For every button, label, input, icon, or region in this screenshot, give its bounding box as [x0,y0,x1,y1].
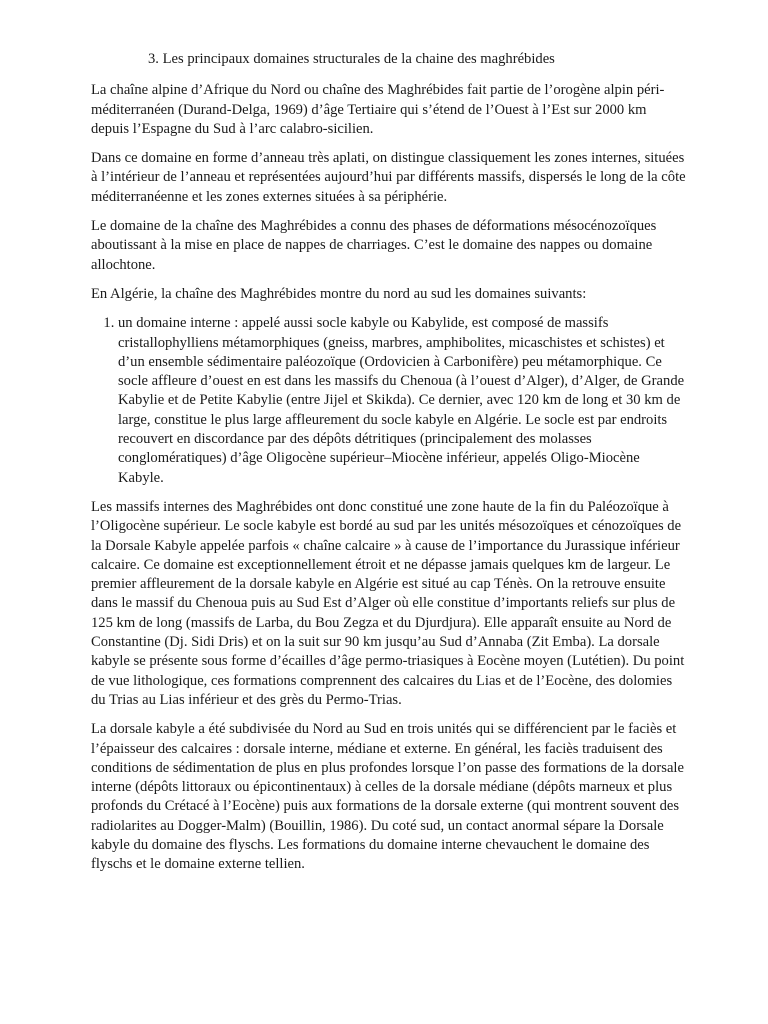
domain-list [91,314,687,488]
paragraph-massifs-internes: Les massifs internes des Maghrébides ont donc constitué une zone haute de la fin du Paléozoïque à l’Oligocène supérieur. Le socle kabyle est bordé au sud par les unités mésozoïques et cénozoïques de la Dorsale Kabyle appelée parfois « chaîne calcaire » à cause de l’importance du Jurassique inférieur calcaire. Ce domaine est exceptionnellement étroit et ne dépasse jamais quelques km de largeur. Le premier affleurement de la dorsale kabyle en Algérie est situé au cap Ténès. On la retrouve ensuite dans le massif du Chenoua puis au Sud Est d’Alger où elle constitue d’importants reliefs sur plus de 125 km de long (massifs de Larba, du Bou Zegza et du Djurdjura). Elle apparaît ensuite au Nord de Constantine (Dj. Sidi Dris) et on la suit sur 90 km jusqu’au Sud d’Annaba (Zit Emba). La dorsale kabyle se présente sous forme d’écailles d’âge permo-triasiques à Eocène moyen (Lutétien). Du point de vue lithologique, ces formations comprennent des calcaires du Lias et de l’Eocène, des dolomies du Trias au Lias inférieur et des grès du Permo-Trias. [91,498,685,708]
section-heading: 3. Les principaux domaines structurales de la chaine des maghrébides [148,51,555,67]
paragraph-intro: La chaîne alpine d’Afrique du Nord ou chaîne des Maghrébides fait partie de l’orogène alpin péri-méditerranéen (Durand-Delga, 1969) d’âge Tertiaire qui s’étend de l’Ouest à l’Est sur 2000 km depuis l’Espagne du Sud à l’arc calabro-sicilien. [91,82,665,137]
paragraph-algerie: En Algérie, la chaîne des Maghrébides montre du nord au sud les domaines suivants: [91,285,587,302]
paragraph-nappes: Le domaine de la chaîne des Maghrébides a connu des phases de déformations mésocénozoïques aboutissant à la mise en place de nappes de charriages. C’est le domaine des nappes ou domaine allochtone. [91,218,657,273]
document-body [91,50,687,885]
paragraph-dorsale-kabyle: La dorsale kabyle a été subdivisée du Nord au Sud en trois unités qui se différencient par le faciès et l’épaisseur des calcaires : dorsale interne, médiane et externe. En général, les faciès traduisent des conditions de sédimentation de plus en plus profondes lorsque l’on passe des formations de la dorsale interne (dépôts littoraux ou épicontinentaux) à celles de la dorsale médiane (dépôts marneux et plus profonds du Crétacé à l’Eocène) puis aux formations de la dorsale externe (qui montrent souvent des radiolarites au Dogger-Malm) (Bouillin, 1986). Du coté sud, un contact anormal sépare la Dorsale kabyle du domaine des flyschs. Les formations du domaine interne chevauchent le domaine des flyschs et le domaine externe tellien. [91,721,684,873]
paragraph-zones: Dans ce domaine en forme d’anneau très aplati, on distingue classiquement les zones internes, situées à l’intérieur de l’anneau et représentées aujourd’hui par différents massifs, dispersés le long de la côte méditerranéenne et les zones externes situées à sa périphérie. [91,150,686,205]
list-item: 1. un domaine interne : appelé aussi socle kabyle ou Kabylide, est composé de massifs cristallophylliens métamorphiques (gneiss, marbres, amphibolites, micaschistes et schistes) et d’un ensemble sédimentaire paléozoïque (Ordovicien à Carbonifère) peu métamorphique. Ce socle affleure d’ouest en est dans les massifs du Chenoua (à l’ouest d’Alger), d’Alger, de Grande Kabylie et de Petite Kabylie (entre Jijel et Skikda). Ce dernier, avec 120 km de long et 30 km de large, constitue le plus large affleurement du socle kabyle en Algérie. Le socle est par endroits recouvert en discordance par des dépôts détritiques (principalement des molasses conglomératiques) d’âge Oligocène supérieur–Miocène inférieur, appelés Oligo-Miocène Kabyle. [118,314,687,488]
